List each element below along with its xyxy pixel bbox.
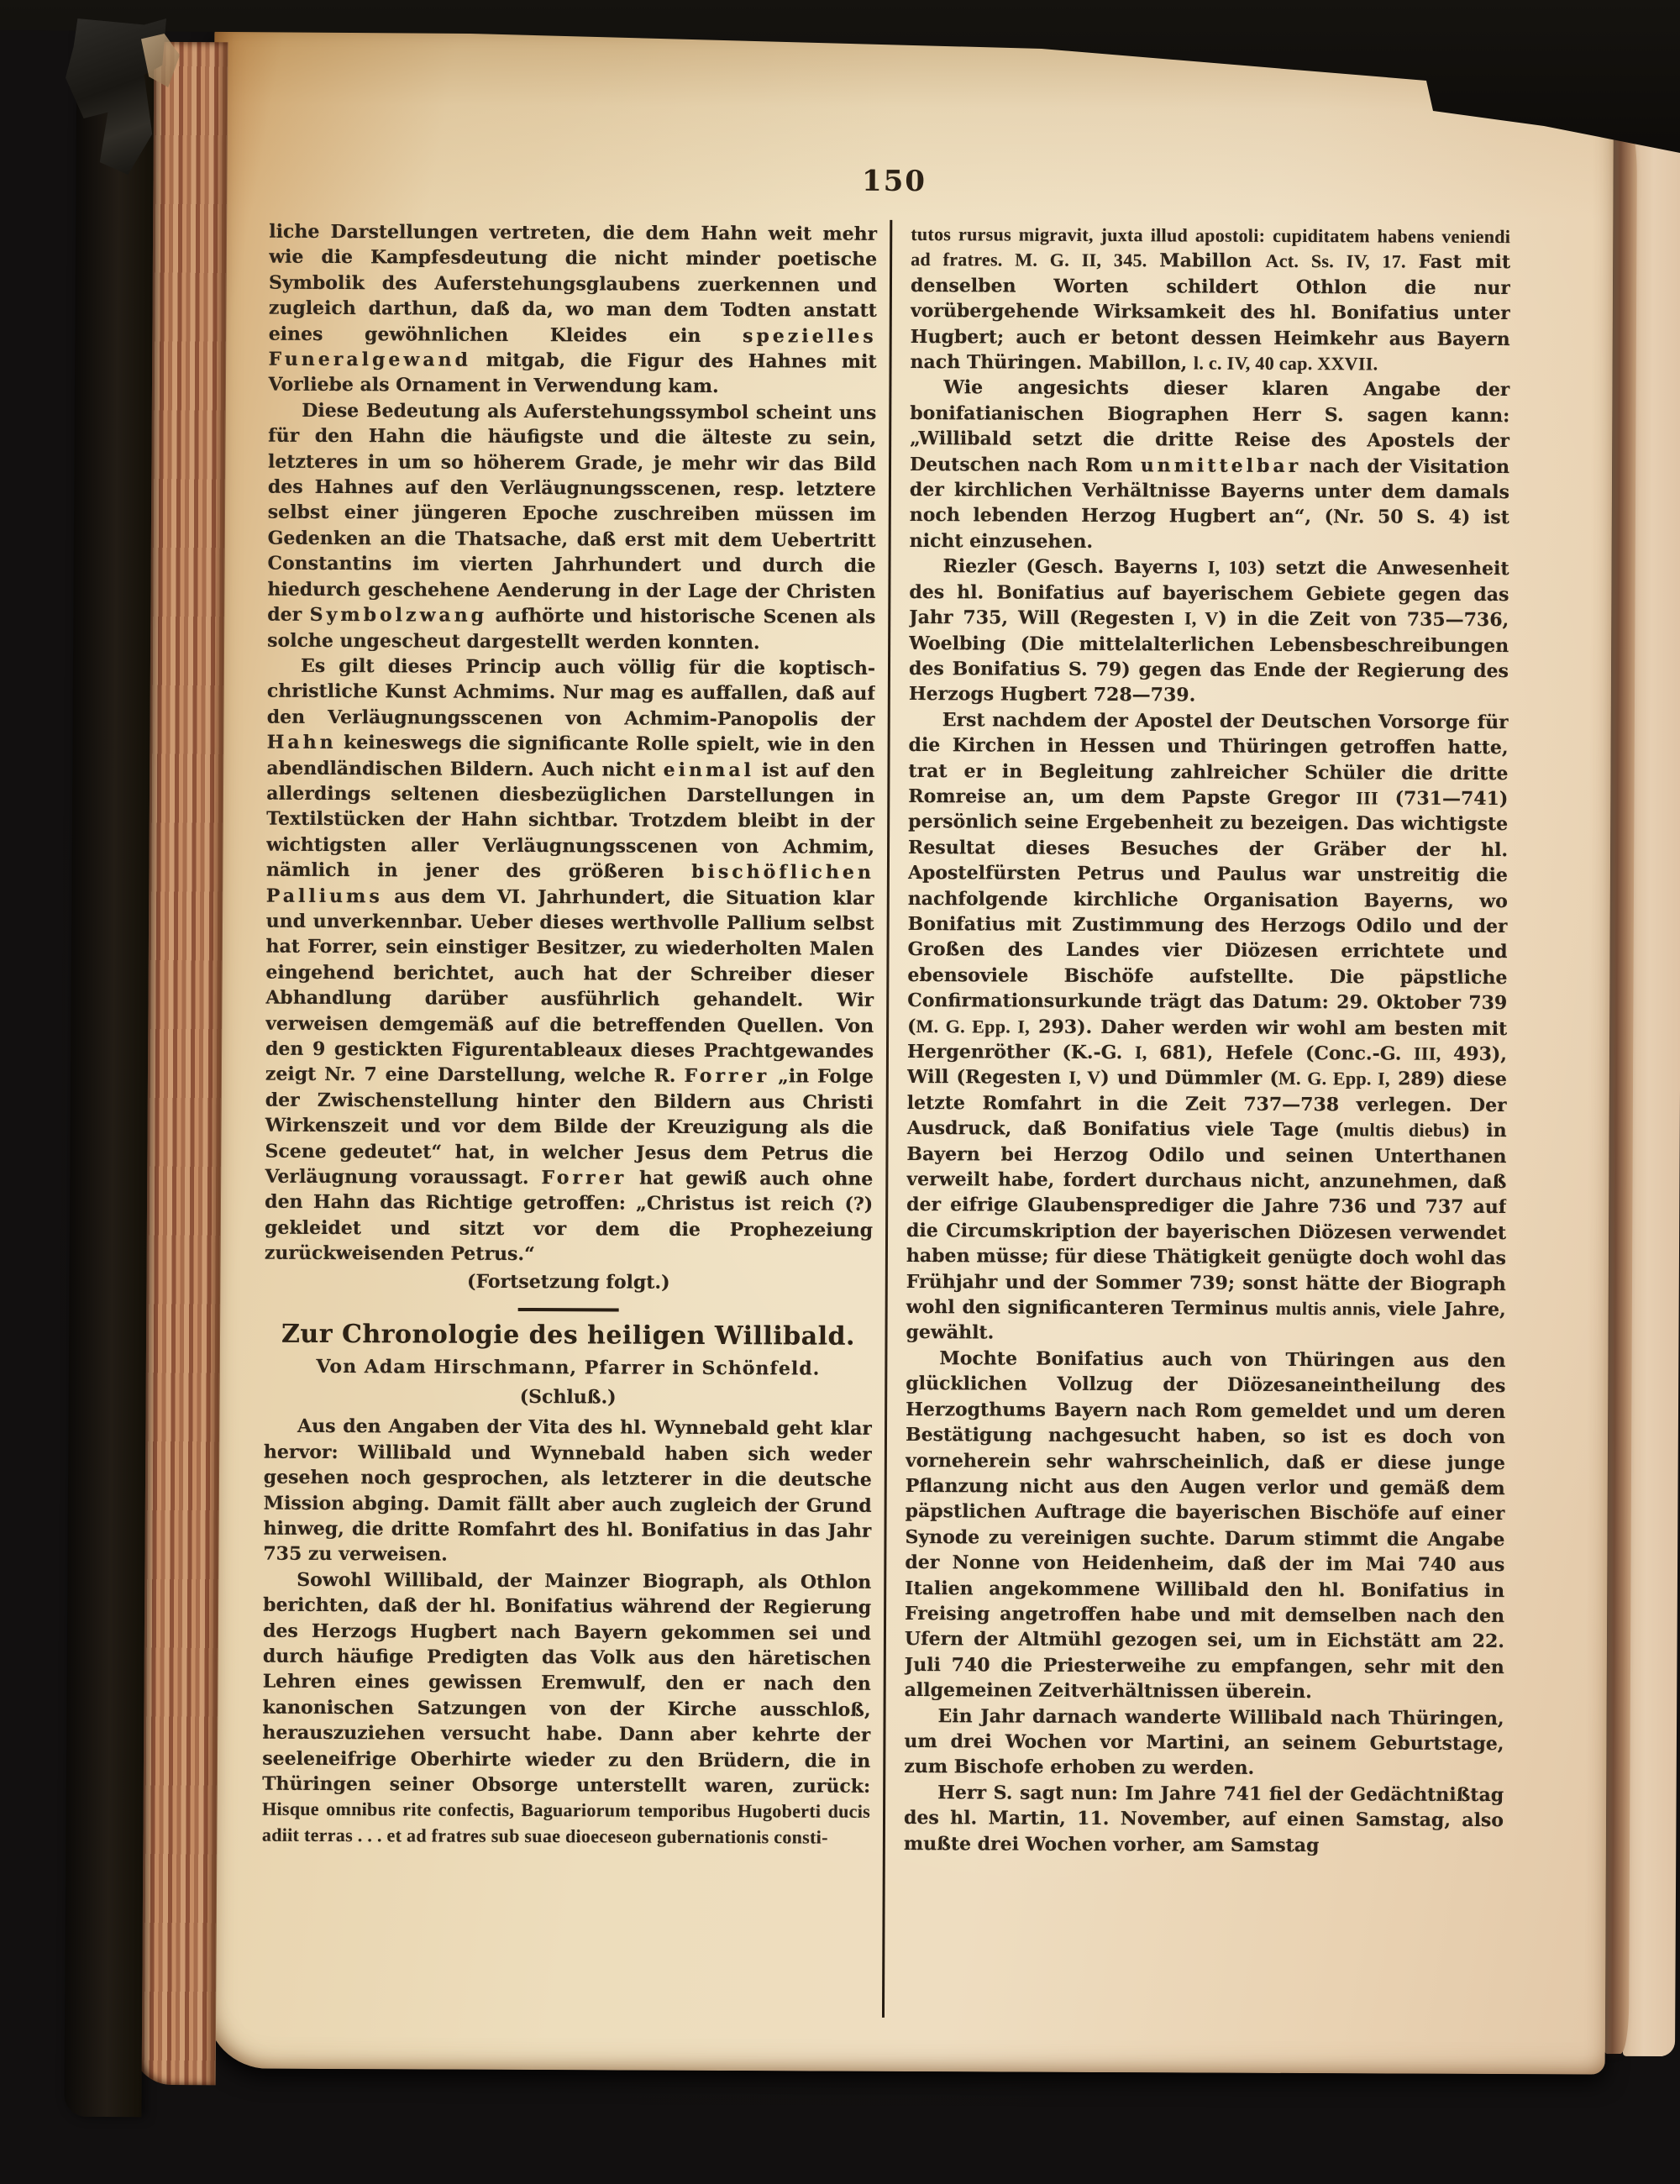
paragraph (267, 398, 876, 656)
text-segment-fraktur: Aus den Angaben der Vita des hl. Wynnebald geht klar hervor: Willibald und Wynnebald haben sich weder gesehen noch gesprochen, als letzterer in die deutsche Mission abging. Damit fällt aber auch zugleich der Grund hinweg, die dritte Romfahrt des hl. Bonifatius in das Jahr 735 zu verweisen. (263, 1415, 873, 1566)
text-segment-antiqua: l. c. IV, 40 cap. XXVII. (1193, 352, 1378, 375)
paragraph (904, 1780, 1504, 1859)
text-segment-fraktur: keineswegs die significante Rolle spielt, wie in den abendländischen Bildern. Auch nicht (266, 732, 875, 781)
text-segment-spaced: Forrer (684, 1065, 770, 1088)
text-segment-fraktur: Es gilt dieses Princip auch völlig für die koptisch-christliche Kunst Achmims. Nur mag es auffallen, daß auf den Verläugnungsscenen von Achmim-Panopolis der (266, 654, 876, 731)
book-page (206, 29, 1614, 2074)
text-segment-antiqua: III (1356, 787, 1378, 809)
paragraph (909, 554, 1509, 710)
article-byline: Von Adam Hirschmann, Pfarrer in Schönfeld. (316, 1356, 821, 1381)
text-segment-spaced: bischöflichen Palliums (265, 861, 874, 907)
text-segment-fraktur: Sowohl Willibald, der Mainzer Biograph, als Othlon berichten, daß der hl. Bonifatius während der Regierung des Herzogs Hugbert nach Bayern gekommen sei und durch häufige Predigten das Volk aus den häretischen Lehren eines gewissen Eremwulf, den er nach den kanonischen Satzungen von der Kirche ausschloß, herauszuziehen versucht habe. Dann aber kehrte der seeleneifrige Oberhirte wieder zu den Brüdern, die in Thüringen seiner Obsorge unterstellt waren, zurück: (262, 1568, 872, 1798)
text-segment-fraktur: (731—741) persönlich seine Ergebenheit zu bezeigen. Das wichtigste Resultat dieses Besuches der Gräber der hl. Apostelfürsten Petrus und Paulus war unstreitig die nachfolgende kirchliche Organisation Bayerns, wo Bonifatius mit Zustimmung des Herzogs Odilo und der Großen des Landes vier Diözesen errichtete und ebensoviele Bischöfe aufstellte. Die päpstliche Confirmationsurkunde trägt das Datum: 29. Oktober 739 ( (907, 787, 1509, 1037)
text-segment-fraktur: 293). Daher werden wir wohl am besten mit Hergenröther (K.-G. (906, 1016, 1508, 1064)
text-segment-fraktur: aufhörte und historische Scenen als solche ungescheut dargestellt werden konnten. (267, 604, 876, 654)
text-segment-fraktur: Erst nachdem der Apostel der Deutschen Vorsorge für die Kirchen in Hessen und Thüringen getroffen hatte, trat er in Begleitung zahlreicher Schüler die dritte Romreise an, um dem Papste Gregor (908, 708, 1509, 810)
text-segment-fraktur: nach der Visitation der kirchlichen Verhältnisse Bayerns unter dem damals noch lebenden Herzog Hugbert an“, (Nr. 50 S. 4) ist nicht einzusehen. (909, 454, 1510, 553)
left-column (261, 219, 878, 2057)
text-segment-fraktur: Herr S. sagt nun: Im Jahre 741 fiel der Gedächtnißtag des hl. Martin, 11. November, auf einen Samstag, also mußte drei Wochen vorher, am Samstag (903, 1781, 1504, 1856)
text-segment-antiqua: Hisque omnibus rite confectis, Baguariorum temporibus Hugoberti ducis adiit terras . . . et ad fratres sub suae dioeceseon gubernationis consti- (261, 1798, 871, 1848)
paragraph (911, 222, 1511, 378)
text-segment-fraktur: Diese Bedeutung als Auferstehungssymbol scheint uns für den Hahn die häufigste und die älteste zu sein, letzteres in um so höherem Grade, je mehr wir das Bild des Hahnes auf den Verläugnungsscenen, resp. letztere selbst einer jüngeren Epoche zuschreiben müssen im Gedenken an die Thatsache, daß erst mit dem Uebertritt Constantins im vierten Jahrhundert und durch die hiedurch geschehene Aenderung in der Lage der Christen der (267, 399, 877, 626)
text-segment-fraktur: 493), Will (Regesten (906, 1042, 1508, 1089)
page-number: 150 (861, 164, 927, 199)
paragraph (910, 375, 1510, 556)
text-segment-fraktur: ) in Bayern bei Herzog Odilo und seinen Unterthanen verweilt habe, fordert durchaus nicht, anzunehmen, daß der eifrige Glaubensprediger die Jahre 736 und 737 auf die Circumskription der bayerischen Diözesen verwendet haben müsse; für diese Thätigkeit genügte doch wohl das Frühjahr und der Sommer 739; sonst hätte der Biograph wohl den significanteren Terminus (906, 1120, 1507, 1320)
paragraph (905, 1346, 1506, 1706)
text-segment-antiqua: multis annis, (1275, 1297, 1381, 1320)
text-segment-fraktur: Riezler (Gesch. Bayerns (942, 555, 1208, 579)
text-segment-spaced: Hahn (266, 731, 337, 754)
text-segment-fraktur: 289) diese letzte Romfahrt in die Zeit 737—738 verlegen. Der Ausdruck, daß Bonifatius viele Tage ( (906, 1068, 1507, 1142)
article-part-note: (Schluß.) (519, 1385, 617, 1409)
book-cover-edge (64, 29, 154, 2118)
text-segment-fraktur: ) und Dümmler ( (1100, 1067, 1279, 1090)
text-segment-antiqua: M. G. Epp. I, (916, 1015, 1031, 1037)
text-segment-antiqua: I, 103 (1207, 556, 1257, 579)
text-segment-fraktur: Fast mit denselben Worten schildert Othlon die nur vorübergehende Wirksamkeit des hl. Bonifatius unter Hugbert; auch er betont dessen Heimkehr aus Bayern nach Thüringen. Mabillon, (910, 251, 1511, 375)
continuation-note: (Fortsetzung folgt.) (467, 1270, 670, 1294)
text-segment-fraktur: Ein Jahr darnach wanderte Willibald nach Thüringen, um drei Wochen vor Martini, an seinem Geburtstage, zum Bischofe erhoben zu werden. (904, 1704, 1504, 1780)
text-segment-antiqua: tutos rursus migravit, juxta illud apostoli: cupiditatem habens veniendi ad fratres. M. G. II, 345. (911, 223, 1511, 271)
text-segment-fraktur: aus dem VI. Jahrhundert, die Situation klar und unverkennbar. Ueber dieses werthvolle Pallium selbst hat Forrer, sein einstiger Besitzer, zu wiederholten Malen eingehend berichtet, auch hat der Schreiber dieser Abhandlung darüber ausführlich gehandelt. Wir verweisen demgemäß auf die betreffenden Quellen. Von den 9 gestickten Figurentableaux dieses Prachtgewandes zeigt Nr. 7 eine Darstellung, welche R. (265, 885, 874, 1088)
paragraph (265, 654, 875, 1269)
text-segment-antiqua: I, (1134, 1042, 1147, 1063)
text-segment-fraktur: ist auf den allerdings seltenen diesbezüglichen Darstellungen in Textilstücken der Hahn sichtbar. Trotzdem bleibt in der wichtigsten aller Verläugnungsscenen von Achmim, nämlich in jener des größeren (265, 759, 875, 884)
section-separator-rule (518, 1308, 619, 1312)
text-segment-antiqua: I, V (1184, 607, 1219, 629)
right-column (903, 222, 1511, 2060)
article-title: Zur Chronologie des heiligen Willibald. (281, 1319, 856, 1352)
column-divider-rule (882, 220, 892, 2018)
text-segment-fraktur: Wie angesichts dieser klaren Angabe der bonifatianischen Biographen Herr S. sagen kann: „Willibald setzt die dritte Reise des Apostels der Deutschen nach Rom (909, 376, 1510, 476)
text-segment-fraktur: liche Darstellungen vertreten, die dem Hahn weit mehr wie die Kampfesdeutung die nicht minder poetische Symbolik des Auferstehungsglaubens zuerkennen und zugleich darthun, daß da, wo man dem Todten anstatt eines gewöhnlichen Kleides ein (268, 220, 878, 347)
text-segment-fraktur: mitgab, die Figur des Hahnes mit Vorliebe als Ornament in Verwendung kam. (268, 349, 877, 398)
text-segment-fraktur: „in Folge der Zwischenstellung hinter den Bildern aus Christi Wirkenszeit und vor dem Bilde der Kreuzigung als die Scene gedeutet“ hat, in welcher Jesus dem Petrus die Verläugnung voraussagt. (265, 1065, 874, 1189)
text-segment-antiqua: III, (1413, 1042, 1441, 1064)
paragraph (906, 707, 1508, 1348)
paragraph (268, 219, 877, 401)
text-segment-fraktur: Mabillon (1159, 249, 1266, 273)
text-segment-fraktur: ) in die Zeit von 735—736, Woelbing (Die mittelalterlichen Lebensbeschreibungen des Bonifatius S. 79) gegen das Ende der Regierung des Herzogs Hugbert 728—739. (908, 607, 1509, 706)
text-segment-antiqua: I, V (1068, 1067, 1101, 1089)
text-segment-fraktur: 681), Hefele (Conc.-G. (1147, 1042, 1415, 1065)
text-segment-spaced: unmittelbar (1140, 454, 1302, 477)
text-segment-fraktur: Mochte Bonifatius auch von Thüringen aus den glücklichen Vollzug der Diözesaneintheilung des Herzogthums Bayern nach Rom gemeldet und um deren Bestätigung nachgesucht haben, so ist es doch von vorneherein sehr wahrscheinlich, daß er diese junge Pflanzung nicht aus den Augen verlor und gemäß dem päpstlichen Auftrage die bayerischen Bischöfe auf einer Synode zu vereinigen suchte. Darum stimmt die Angabe der Nonne von Heidenheim, daß der im Mai 740 aus Italien angekommene Willibald den hl. Bonifatius in Freising angetroffen habe und mit demselben nach den Ufern der Altmühl gezogen sei, um in Eichstätt am 22. Juli 740 die Priesterweihe zu empfangen, sehr mit den allgemeinen Zeitverhältnissen überein. (904, 1347, 1506, 1704)
text-segment-spaced: Forrer (541, 1167, 627, 1189)
text-segment-fraktur: ) setzt die Anwesenheit des hl. Bonifatius auf bayerischem Gebiete gegen das Jahr 735, Will (Regesten (909, 557, 1509, 630)
text-segment-antiqua: multis diebus (1343, 1119, 1462, 1142)
text-segment-fraktur: viele Jahre, gewählt. (906, 1298, 1506, 1344)
paragraph (262, 1567, 871, 1851)
paragraph (904, 1704, 1504, 1782)
text-segment-spaced: spezielles Funeralgewand (268, 324, 877, 371)
text-segment-fraktur: hat gewiß auch ohne den Hahn das Richtige getroffen: „Christus ist reich (?) gekleidet und sitzt vor dem die Prophezeiung zurückweisenden Petrus.“ (264, 1167, 874, 1266)
text-segment-spaced: einmal (663, 759, 754, 781)
text-segment-antiqua: M. G. Epp. I, (1278, 1068, 1390, 1089)
paragraph (263, 1414, 872, 1570)
text-segment-spaced: Symbolzwang (309, 603, 488, 627)
text-segment-antiqua: Act. Ss. IV, 17. (1265, 250, 1419, 273)
